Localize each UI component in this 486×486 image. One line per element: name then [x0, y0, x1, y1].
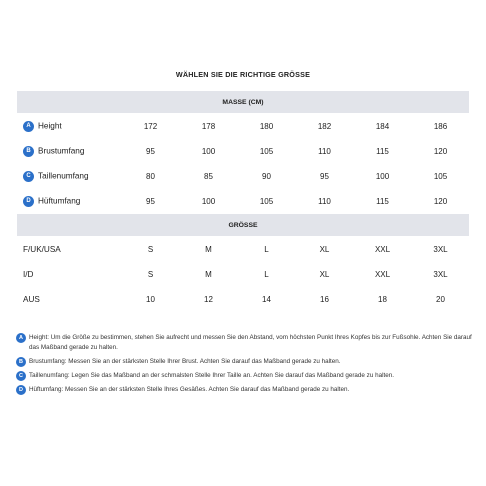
size-row: [17, 262, 469, 286]
size-value: 3XL: [412, 237, 469, 261]
size-value: 18: [354, 287, 411, 311]
letter-badge-icon: A: [16, 333, 26, 343]
page-title: WÄHLEN SIE DIE RICHTIGE GRÖSSE: [175, 70, 311, 79]
measurement-value: 100: [354, 164, 411, 188]
size-value: XXL: [354, 237, 411, 261]
measurement-value: 105: [238, 139, 295, 163]
measurement-value: 95: [122, 139, 179, 163]
measurement-value: 172: [122, 114, 179, 138]
measurement-value: 110: [296, 189, 353, 213]
letter-badge-icon: B: [23, 146, 34, 157]
letter-badge-icon: D: [23, 196, 34, 207]
size-value: M: [180, 262, 237, 286]
size-row: [17, 237, 469, 261]
measurement-value: 80: [122, 164, 179, 188]
measurement-value: 178: [180, 114, 237, 138]
letter-badge-icon: C: [16, 371, 26, 381]
measurement-value: 110: [296, 139, 353, 163]
measurement-label-cell: [17, 139, 121, 163]
measurement-note: [16, 333, 476, 353]
size-value: XL: [296, 262, 353, 286]
measurement-label-cell: [17, 189, 121, 213]
measurements-band-label: MASSE (CM): [17, 91, 469, 113]
size-value: L: [238, 237, 295, 261]
size-value: L: [238, 262, 295, 286]
measurement-value: 105: [238, 189, 295, 213]
measurement-value: 105: [412, 164, 469, 188]
measurement-row: [17, 189, 469, 213]
measurement-value: 115: [354, 189, 411, 213]
measurement-notes: [16, 333, 476, 399]
note-text: Height: Um die Größe zu bestimmen, stehen Sie aufrecht und messen Sie den Abstand, vom höchsten Punkt Ihres Kopfes bis zur Fußsohle. Achten Sie darauf das Maßband gerade zu halten.: [29, 334, 472, 351]
measurement-value: 182: [296, 114, 353, 138]
note-text: Brustumfang: Messen Sie an der stärksten Stelle Ihrer Brust. Achten Sie darauf das Maßband gerade zu halten.: [29, 358, 341, 365]
letter-badge-icon: A: [23, 121, 34, 132]
measurement-row: [17, 139, 469, 163]
size-row: [17, 287, 469, 311]
measurement-value: 120: [412, 139, 469, 163]
letter-badge-icon: C: [23, 171, 34, 182]
measurement-value: 115: [354, 139, 411, 163]
measurements-band-row: [17, 91, 469, 113]
size-value: 14: [238, 287, 295, 311]
measurement-note: [16, 357, 476, 367]
measurement-value: 85: [180, 164, 237, 188]
measurement-label: Taillenumfang: [38, 171, 89, 181]
measurement-label: Hüftumfang: [38, 196, 81, 206]
size-region-label: AUS: [17, 287, 121, 311]
size-value: S: [122, 237, 179, 261]
note-text: Hüftumfang: Messen Sie an der stärksten Stelle Ihres Gesäßes. Achten Sie darauf das Maßband gerade zu halten.: [29, 386, 350, 393]
measurement-value: 95: [296, 164, 353, 188]
size-band-label: GRÖSSE: [17, 214, 469, 236]
size-value: S: [122, 262, 179, 286]
measurement-label-cell: [17, 114, 121, 138]
size-chart-table: [16, 90, 470, 312]
measurement-value: 100: [180, 189, 237, 213]
letter-badge-icon: D: [16, 385, 26, 395]
measurement-value: 90: [238, 164, 295, 188]
measurement-label-cell: [17, 164, 121, 188]
measurement-value: 184: [354, 114, 411, 138]
size-region-label: I/D: [17, 262, 121, 286]
size-value: 10: [122, 287, 179, 311]
measurement-label: Brustumfang: [38, 146, 85, 156]
size-value: 12: [180, 287, 237, 311]
measurement-value: 95: [122, 189, 179, 213]
measurement-value: 186: [412, 114, 469, 138]
measurement-value: 100: [180, 139, 237, 163]
size-band-row: [17, 214, 469, 236]
measurement-label: Height: [38, 121, 62, 131]
size-value: XXL: [354, 262, 411, 286]
size-value: 16: [296, 287, 353, 311]
size-value: 3XL: [412, 262, 469, 286]
measurement-note: [16, 385, 476, 395]
size-value: 20: [412, 287, 469, 311]
note-text: Taillenumfang: Legen Sie das Maßband an der schmalsten Stelle Ihrer Taille an. Achten Sie darauf das Maßband gerade zu halten.: [29, 372, 394, 379]
measurement-value: 180: [238, 114, 295, 138]
size-region-label: F/UK/USA: [17, 237, 121, 261]
measurement-row: [17, 164, 469, 188]
measurement-note: [16, 371, 476, 381]
letter-badge-icon: B: [16, 357, 26, 367]
measurement-row: [17, 114, 469, 138]
size-value: XL: [296, 237, 353, 261]
size-value: M: [180, 237, 237, 261]
measurement-value: 120: [412, 189, 469, 213]
